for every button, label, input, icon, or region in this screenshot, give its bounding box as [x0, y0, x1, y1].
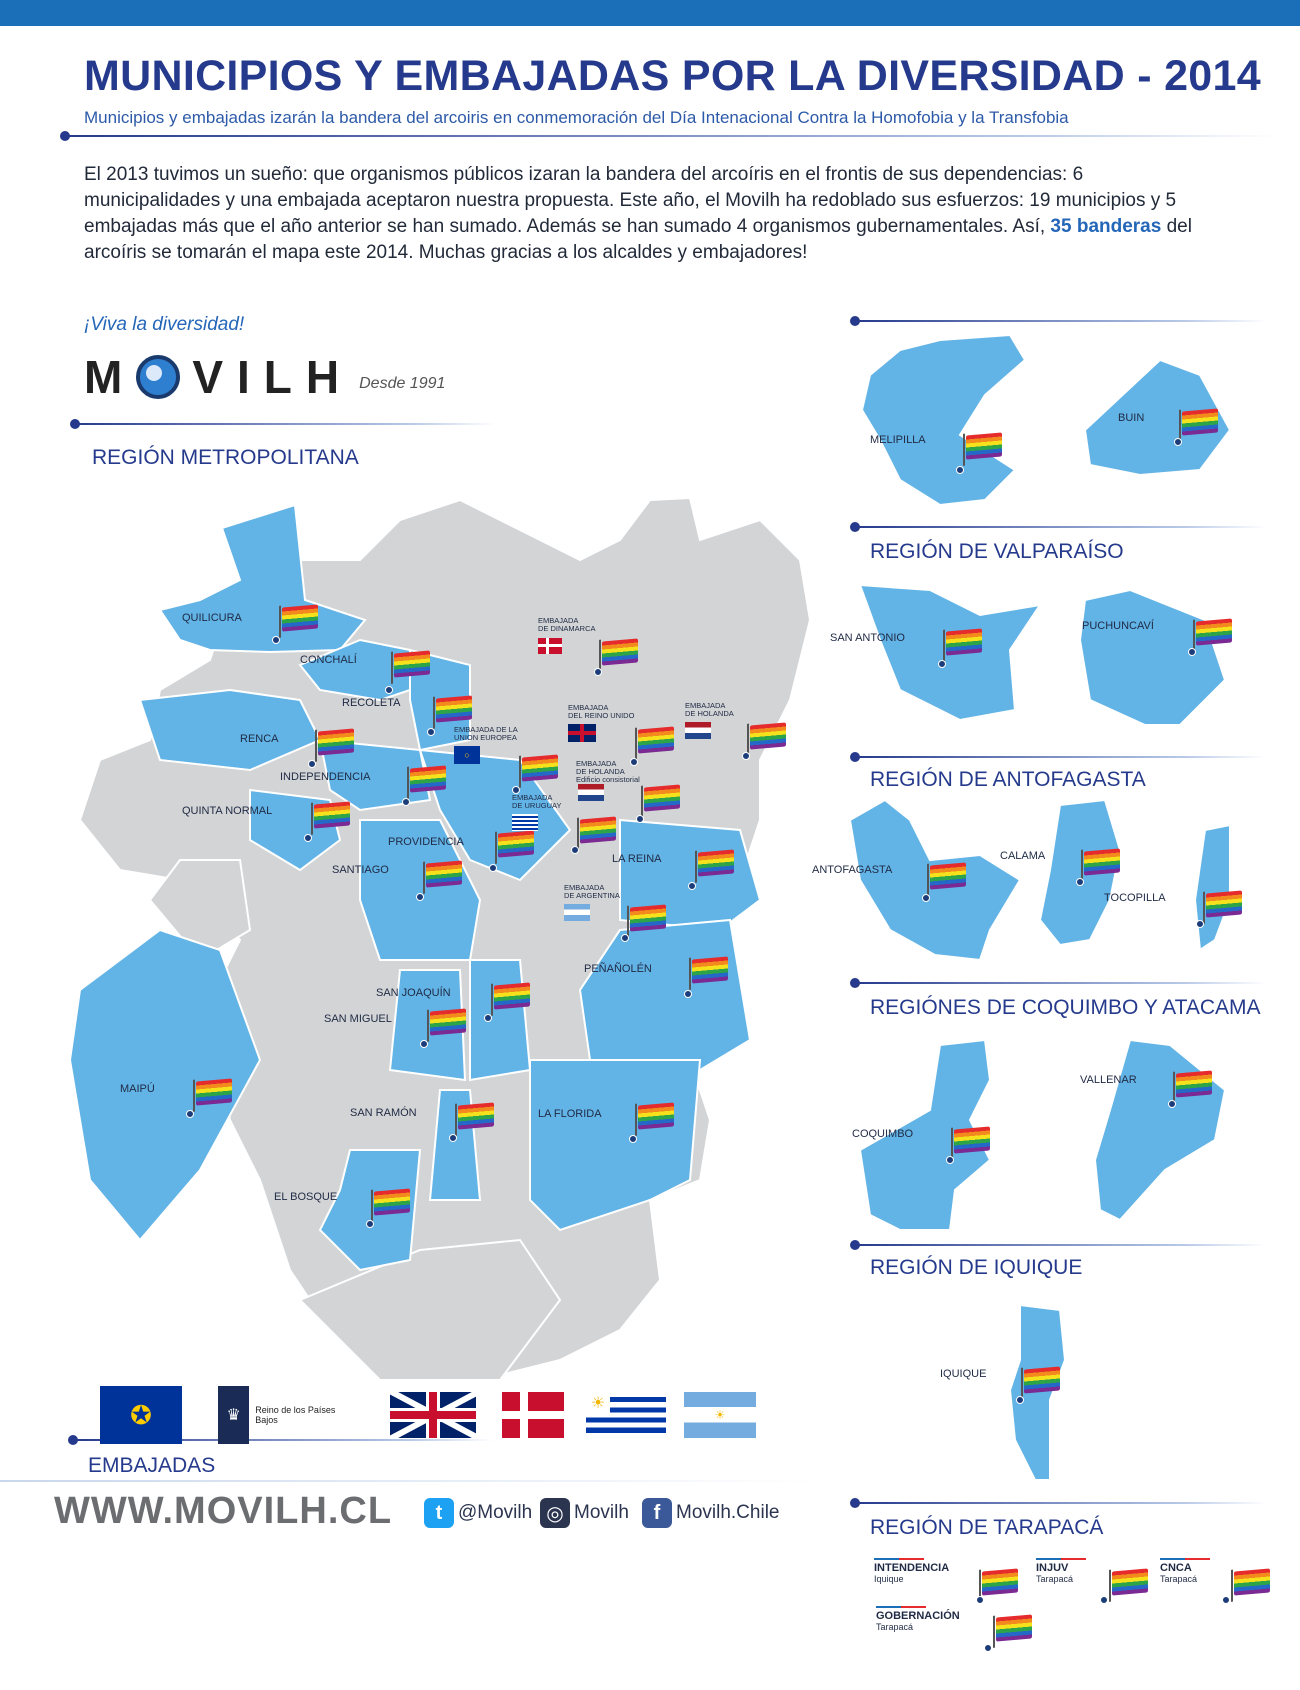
- rainbow-flag-icon: [982, 1568, 1018, 1595]
- denmark-flag-icon: [538, 638, 562, 654]
- location-pin-icon: [489, 864, 497, 872]
- melipilla-shape: [862, 335, 1025, 505]
- location-pin-icon: [571, 846, 579, 854]
- label-iquique: IQUIQUE: [940, 1368, 987, 1380]
- denmark-flag: [502, 1392, 564, 1438]
- tocopilla-shape: [1195, 825, 1230, 950]
- location-pin-icon: [976, 1596, 984, 1604]
- intro-text-1: El 2013 tuvimos un sueño: que organismos públicos izaran la bandera del arcoíris en el frontis de sus dependencias: 6 municipalidades y una embajada aceptaron nuestra propuesta. Este año, el Movilh ha redoblado sus esfuerzos: 19 municipios y 5 embajadas más que el año anterior se han sumado. Además se han sumado 4 organismos gubernamentales. Así,: [84, 164, 1177, 237]
- logo-letters: VILH: [192, 351, 354, 403]
- label-calama: CALAMA: [1000, 850, 1046, 862]
- netherlands-coat-of-arms: [218, 1386, 358, 1444]
- tarapaca-sub: Tarapacá: [1160, 1574, 1198, 1584]
- label-san-ramon: SAN RAMÓN: [350, 1107, 417, 1119]
- location-pin-icon: [946, 1156, 954, 1164]
- rainbow-flag-icon: [522, 754, 558, 781]
- location-pin-icon: [1100, 1596, 1108, 1604]
- rainbow-flag-icon: [1176, 1070, 1212, 1097]
- region-title-tarapaca: REGIÓN DE TARAPACÁ: [870, 1516, 1104, 1539]
- rainbow-flag-icon: [1206, 890, 1242, 917]
- label-renca: RENCA: [240, 733, 279, 745]
- label-embajada-reino-unido: EMBAJADA DEL REINO UNIDO: [568, 703, 635, 720]
- rainbow-flag-icon: [458, 1102, 494, 1129]
- rainbow-flag-icon: [946, 628, 982, 655]
- twitter-icon: t: [424, 1498, 454, 1528]
- sun-icon: ☀: [586, 1392, 610, 1414]
- label-vallenar: VALLENAR: [1080, 1074, 1137, 1086]
- tarapaca-name: INJUV: [1036, 1562, 1069, 1574]
- location-pin-icon: [1222, 1596, 1230, 1604]
- location-pin-icon: [402, 798, 410, 806]
- region-title-iquique: REGIÓN DE IQUIQUE: [870, 1256, 1083, 1279]
- location-pin-icon: [186, 1110, 194, 1118]
- tarapaca-bar: [876, 1606, 926, 1608]
- eu-flag: ✪: [100, 1386, 182, 1444]
- puchuncavi-shape: [1080, 590, 1225, 725]
- rainbow-flag-icon: [436, 695, 472, 722]
- location-pin-icon: [621, 934, 629, 942]
- rainbow-flag-icon: [318, 728, 354, 755]
- label-puchuncavi: PUCHUNCAVÍ: [1082, 620, 1154, 632]
- rainbow-flag-icon: [930, 862, 966, 889]
- location-pin-icon: [1016, 1396, 1024, 1404]
- tarapaca-sub: Tarapacá: [1036, 1574, 1074, 1584]
- rainbow-flag-icon: [498, 830, 534, 857]
- label-embajada-uruguay: EMBAJADA DE URUGUAY: [512, 793, 562, 810]
- argentina-flag-icon: [564, 904, 590, 921]
- location-pin-icon: [922, 894, 930, 902]
- label-independencia: INDEPENDENCIA: [280, 771, 371, 783]
- location-pin-icon: [1174, 438, 1182, 446]
- rainbow-flag-icon: [750, 722, 786, 749]
- tarapaca-name: CNCA: [1160, 1562, 1192, 1574]
- label-conchali: CONCHALÍ: [300, 654, 357, 666]
- location-pin-icon: [1188, 648, 1196, 656]
- la-florida-shape: [530, 1060, 700, 1230]
- label-quilicura: QUILICURA: [182, 612, 242, 624]
- location-pin-icon: [594, 668, 602, 676]
- location-pin-icon: [385, 686, 393, 694]
- rainbow-flag-icon: [430, 1008, 466, 1035]
- tarapaca-gobernacion: [876, 1606, 960, 1632]
- rainbow-flag-icon: [410, 765, 446, 792]
- region-title-coquimbo-atacama: REGIÓNES DE COQUIMBO Y ATACAMA: [870, 996, 1261, 1019]
- location-pin-icon: [366, 1220, 374, 1228]
- label-san-antonio: SAN ANTONIO: [830, 632, 905, 644]
- rainbow-flag-icon: [282, 604, 318, 631]
- label-recoleta: RECOLETA: [342, 697, 401, 709]
- label-quinta-normal: QUINTA NORMAL: [182, 805, 273, 817]
- location-pin-icon: [427, 728, 435, 736]
- tarapaca-injuv: [1036, 1558, 1086, 1584]
- iquique-shape: [1010, 1305, 1065, 1480]
- label-penalolen: PEÑAÑOLÉN: [584, 963, 652, 975]
- label-coquimbo: COQUIMBO: [852, 1128, 914, 1140]
- twitter-handle: @Movilh: [458, 1502, 533, 1523]
- label-melipilla: MELIPILLA: [870, 434, 926, 446]
- intro-text-2: del arcoíris se tomarán el mapa este 2014. Muchas gracias a los alcaldes y embajadores!: [84, 216, 1192, 263]
- rainbow-flag-icon: [638, 1102, 674, 1129]
- instagram-handle: Movilh: [574, 1502, 629, 1523]
- location-pin-icon: [1168, 1100, 1176, 1108]
- tarapaca-bar: [1036, 1558, 1086, 1560]
- rainbow-flag-icon: [314, 801, 350, 828]
- location-pin-icon: [688, 882, 696, 890]
- tarapaca-name: INTENDENCIA: [874, 1562, 950, 1574]
- label-buin: BUIN: [1118, 412, 1145, 424]
- logo-letter-m: M: [84, 351, 137, 403]
- location-pin-icon: [956, 466, 964, 474]
- tarapaca-name: GOBERNACIÓN: [876, 1610, 960, 1622]
- eu-flag-icon: ○: [454, 746, 480, 764]
- uk-flag-icon: [568, 724, 596, 742]
- twitter-link[interactable]: [424, 1498, 532, 1528]
- uruguay-flag: [586, 1392, 666, 1438]
- location-pin-icon: [1076, 878, 1084, 886]
- label-tocopilla: TOCOPILLA: [1104, 892, 1166, 904]
- region-title-antofagasta: REGIÓN DE ANTOFAGASTA: [870, 768, 1146, 791]
- rainbow-flag-icon: [602, 638, 638, 665]
- label-santiago: SANTIAGO: [332, 864, 389, 876]
- netherlands-flag-icon: [685, 722, 711, 739]
- tarapaca-sub: Iquique: [874, 1574, 904, 1584]
- facebook-icon: f: [642, 1498, 672, 1528]
- tarapaca-bar: [1160, 1558, 1210, 1560]
- page-title: MUNICIPIOS Y EMBAJADAS POR LA DIVERSIDAD - 2014: [84, 52, 1261, 100]
- label-maipu: MAIPÚ: [120, 1083, 155, 1095]
- rainbow-flag-icon: [692, 956, 728, 983]
- footer-divider: [0, 1480, 820, 1482]
- location-pin-icon: [304, 834, 312, 842]
- label-embajada-holanda-1: EMBAJADA DE HOLANDA: [685, 701, 734, 718]
- rainbow-flag-icon: [966, 432, 1002, 459]
- label-la-florida: LA FLORIDA: [538, 1108, 602, 1120]
- region-title-valparaiso: REGIÓN DE VALPARAÍSO: [870, 540, 1124, 563]
- label-embajada-union-europea: EMBAJADA DE LA UNION EUROPEA: [454, 725, 518, 742]
- location-pin-icon: [416, 893, 424, 901]
- tarapaca-sub: Tarapacá: [876, 1622, 914, 1632]
- rainbow-flag-icon: [1234, 1568, 1270, 1595]
- crown-icon: ♛: [218, 1386, 249, 1444]
- rainbow-flag-icon: [196, 1078, 232, 1105]
- uruguay-flag-icon: [512, 814, 538, 831]
- label-san-joaquin: SAN JOAQUÍN: [376, 987, 451, 999]
- location-pin-icon: [420, 1040, 428, 1048]
- location-pin-icon: [484, 1014, 492, 1022]
- region-title-metropolitana: REGIÓN METROPOLITANA: [92, 446, 359, 469]
- label-el-bosque: EL BOSQUE: [274, 1191, 338, 1203]
- location-pin-icon: [449, 1134, 457, 1142]
- rainbow-flag-icon: [374, 1188, 410, 1215]
- tarapaca-bar: [874, 1558, 924, 1560]
- page-subtitle: Municipios y embajadas izarán la bandera del arcoiris en conmemoración del Día Intenacional Contra la Homofobia y la Transfobia: [84, 108, 1069, 127]
- vallenar-shape: [1095, 1040, 1225, 1220]
- rainbow-flag-icon: [394, 650, 430, 677]
- website-link[interactable]: WWW.MOVILH.CL: [54, 1490, 393, 1532]
- san-joaquin-shape: [470, 960, 530, 1080]
- rainbow-flag-icon: [996, 1614, 1032, 1641]
- rainbow-flag-icon: [1196, 618, 1232, 645]
- location-pin-icon: [984, 1644, 992, 1652]
- viva-slogan: ¡Viva la diversidad!: [84, 314, 245, 335]
- rainbow-flag-icon: [630, 904, 666, 931]
- label-antofagasta: ANTOFAGASTA: [812, 864, 893, 876]
- label-providencia: PROVIDENCIA: [388, 836, 464, 848]
- netherlands-flag-icon: [578, 784, 604, 801]
- facebook-handle: Movilh.Chile: [676, 1502, 780, 1523]
- rainbow-flag-icon: [426, 860, 462, 887]
- rainbow-flag-icon: [1112, 1568, 1148, 1595]
- side-region-shapes: [850, 335, 1230, 1480]
- instagram-link[interactable]: [540, 1498, 629, 1528]
- rainbow-flag-icon: [1024, 1366, 1060, 1393]
- location-pin-icon: [684, 990, 692, 998]
- label-embajada-dinamarca: EMBAJADA DE DINAMARCA: [538, 616, 596, 633]
- label-embajada-argentina: EMBAJADA DE ARGENTINA: [564, 883, 620, 900]
- location-pin-icon: [636, 815, 644, 823]
- rainbow-flag-icon: [580, 816, 616, 843]
- location-pin-icon: [938, 660, 946, 668]
- tarapaca-intendencia: [874, 1558, 949, 1584]
- facebook-link[interactable]: [642, 1498, 779, 1528]
- location-pin-icon: [629, 1135, 637, 1143]
- uk-flag: [390, 1392, 476, 1438]
- rainbow-flag-icon: [494, 982, 530, 1009]
- label-san-miguel: SAN MIGUEL: [324, 1013, 392, 1025]
- location-pin-icon: [272, 636, 280, 644]
- instagram-icon: ◎: [540, 1498, 570, 1528]
- rainbow-flag-icon: [638, 726, 674, 753]
- intro-highlight: 35 banderas: [1050, 216, 1162, 237]
- location-pin-icon: [1196, 920, 1204, 928]
- rainbow-flag-icon: [644, 784, 680, 811]
- rainbow-flag-icon: [1182, 408, 1218, 435]
- label-la-reina: LA REINA: [612, 853, 662, 865]
- logo-since: Desde 1991: [359, 375, 446, 392]
- netherlands-text: Reino de los Países Bajos: [255, 1405, 336, 1425]
- argentina-flag: ☀: [684, 1392, 756, 1438]
- label-embajada-holanda-2: EMBAJADA DE HOLANDA Edificio consistorial: [576, 759, 640, 784]
- tarapaca-cnca: [1160, 1558, 1210, 1584]
- location-pin-icon: [308, 760, 316, 768]
- rainbow-flag-icon: [698, 849, 734, 876]
- rainbow-flag-icon: [954, 1126, 990, 1153]
- region-title-embajadas: EMBAJADAS: [88, 1454, 216, 1477]
- location-pin-icon: [742, 752, 750, 760]
- rainbow-flag-icon: [1084, 848, 1120, 875]
